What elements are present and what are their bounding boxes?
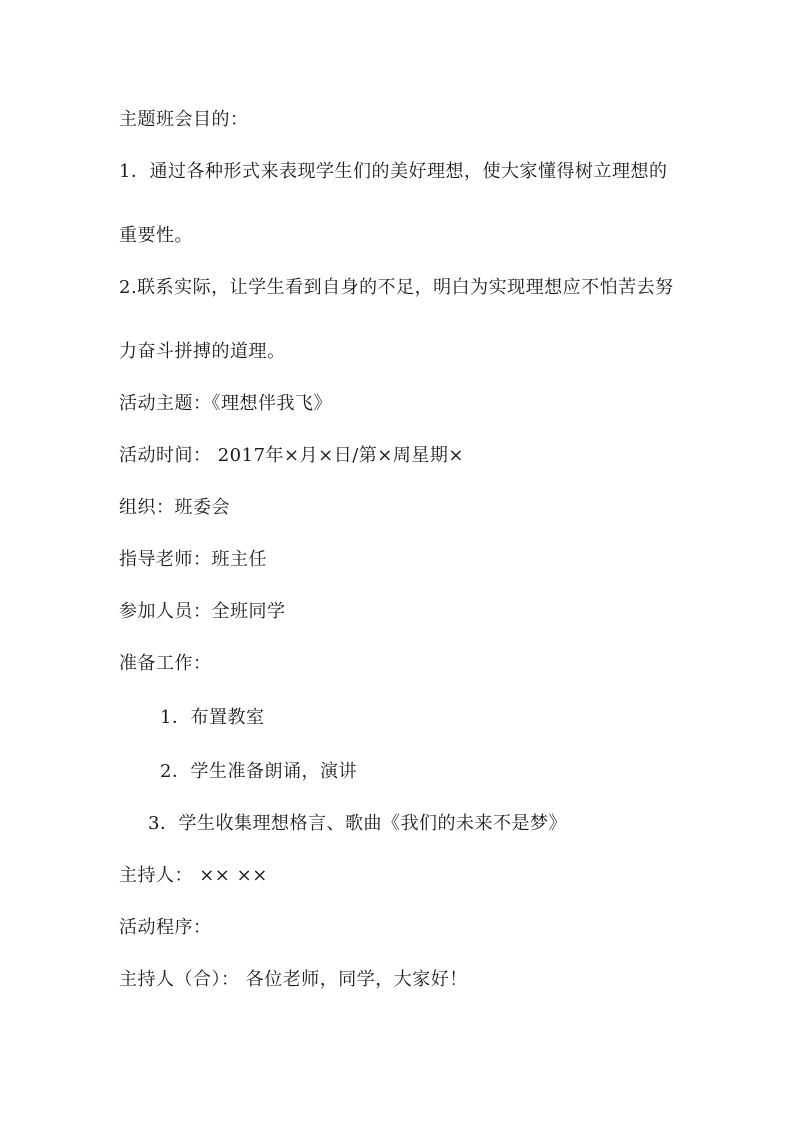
purpose-item-2-continued: 力奋斗拼搏的道理。: [119, 341, 286, 362]
meeting-purpose-heading: 主题班会目的：: [119, 109, 249, 130]
purpose-item-2: 2.联系实际，让学生看到自身的不足，明白为实现理想应不怕苦去努: [119, 277, 674, 298]
organizer: 组织：班委会: [119, 497, 230, 518]
host-opening-line: 主持人（合）： 各位老师，同学，大家好！: [119, 969, 468, 990]
preparation-item-3: 3．学生收集理想格言、歌曲《我们的未来不是梦》: [148, 813, 567, 834]
procedure-heading: 活动程序：: [119, 917, 212, 938]
activity-time: 活动时间： 2017年×月×日/第×周星期×: [119, 445, 464, 466]
preparation-item-2: 2．学生准备朗诵，演讲: [160, 761, 357, 782]
preparation-heading: 准备工作：: [119, 653, 212, 674]
hosts: 主持人： ×× ××: [119, 865, 268, 886]
participants: 参加人员：全班同学: [119, 601, 286, 622]
activity-theme: 活动主题：《理想伴我飞》: [119, 393, 332, 414]
purpose-item-1-continued: 重要性。: [119, 225, 193, 246]
purpose-item-1: 1．通过各种形式来表现学生们的美好理想，使大家懂得树立理想的: [119, 161, 668, 182]
preparation-item-1: 1．布置教室: [160, 707, 265, 728]
instructor: 指导老师：班主任: [119, 549, 267, 570]
